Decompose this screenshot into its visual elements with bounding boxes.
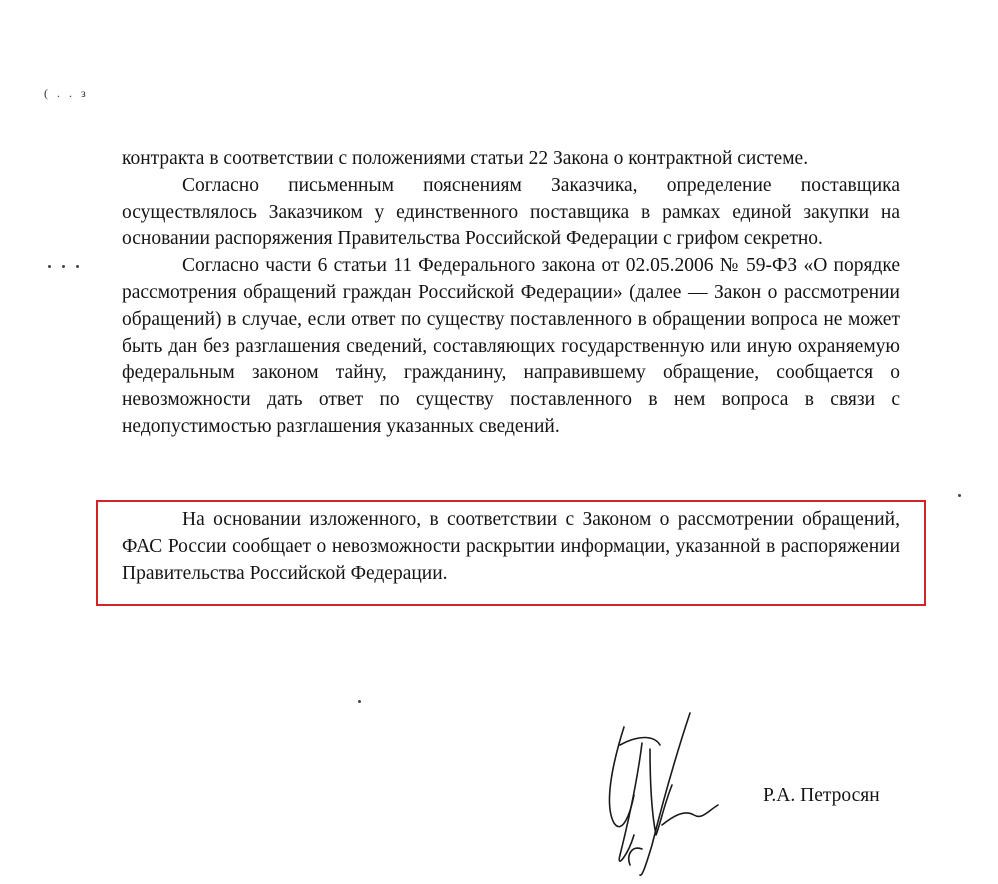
paragraph-law-59fz: Согласно части 6 статьи 11 Федерального закона от 02.05.2006 № 59-ФЗ «О порядке рассмотрения обращений граждан Российской Федерации» (далее — Закон о рассмотрении обращений) в случае, если ответ по существу поставленного в обращении вопроса не может быть дан без разглашения сведений, составляющих государственную или иную охраняемую федеральным законом тайну, гражданину, направившему обращение, сообщается о невозможности дать ответ по существу поставленного в нем вопроса в связи с недопустимостью разглашения указанных сведений. — [122, 255, 900, 437]
scan-dot — [62, 265, 65, 268]
signature-icon — [590, 705, 730, 880]
highlighted-conclusion — [122, 507, 900, 587]
signer-name: Р.А. Петросян — [763, 785, 880, 806]
margin-mark: ( . . з — [44, 86, 89, 100]
paragraph-fas-conclusion: На основании изложенного, в соответствии с Законом о рассмотрении обращений, ФАС России сообщает о невозможности раскрытии информации, указанной в распоряжении Правительства Российской Федерации. — [122, 509, 900, 584]
paragraph-customer-explanations: Согласно письменным пояснениям Заказчика, определение поставщика осуществлялось Заказчиком у единственного поставщика в рамках единой закупки на основании распоряжения Правительства Российской Федерации с грифом секретно. — [122, 174, 900, 250]
scan-dot — [958, 494, 961, 497]
letter-body — [122, 146, 900, 441]
scan-dot — [358, 700, 361, 703]
paragraph-contract-system: контракта в соответствии с положениями статьи 22 Закона о контрактной системе. — [122, 148, 809, 169]
scan-dot — [48, 265, 51, 268]
scan-dot — [76, 265, 79, 268]
